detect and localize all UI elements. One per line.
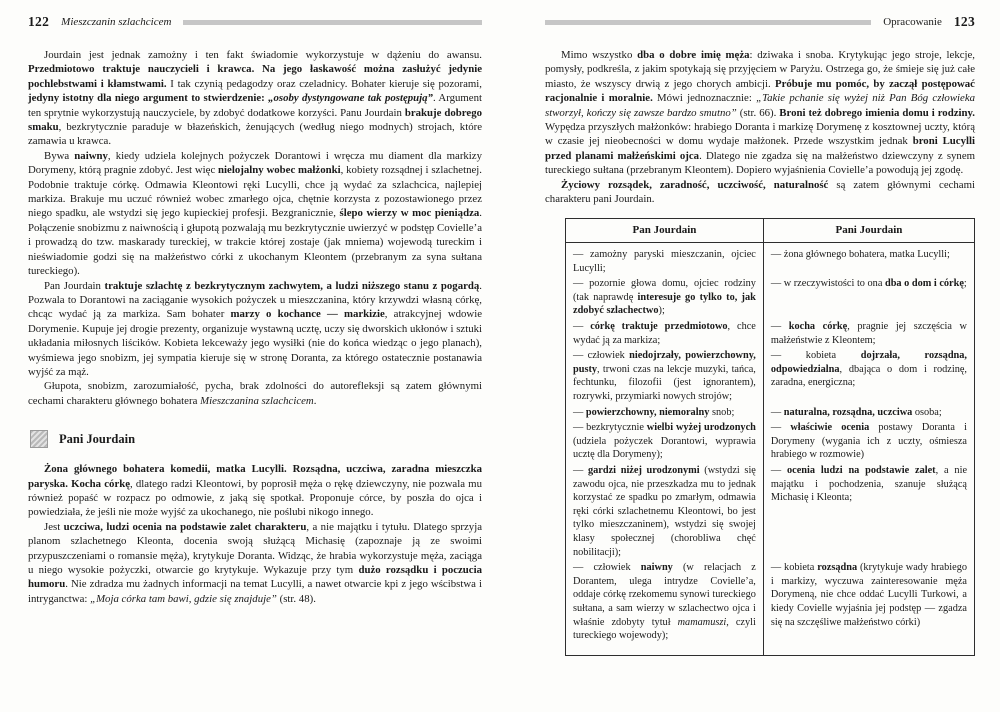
table-cell-pan: — powierzchowny, niemoralny snob; [566,405,764,421]
paragraph: Głupota, snobizm, zarozumiałość, pycha, brak zdolności do autorefleksji są zatem głównymi cechami charakteru głównego bohatera Mieszczanina szlachcicem. [28,380,482,407]
table-header-row [566,219,974,243]
header-rule [183,20,482,25]
table-cell-pani: — kobieta dojrzała, rozsądna, odpowiedzialna, dbająca o dom i rodzinę, zaradna, energiczna; [770,350,967,389]
page-right [500,0,1000,712]
paragraph: Mimo wszystko dba o dobre imię męża: dziwaka i snoba. Krytykując jego stroje, lekcje, pomysły, podkreśla, z jakim spotykają się przyjęciem w Paryżu. Ostrzega go, że śmieje się już całe miasto, że wszyscy drwią z jego chorych ambicji. Próbuje mu pomóc, by zaczął postępować racjonalnie i moralnie. Mówi jednoznacznie: „Takie pchanie się wyżej niż Pan Bóg człowieka stworzył, kończy się zawsze bardzo smutno” (str. 66). Broni też dobrego imienia domu i rodziny. Wypędza przyszłych małżonków: hrabiego Doranta i markizę Dorymenę z kosztownej uczty, którą w czasie jej nieobecności w domu wydaje małżonek. Przede wszystkim jednak broni Lucylli przed planami małżeńskimi ojca. Dlatego nie zgadza się na małżeństwo dziewczyny z synem tureckiego sułtana (przebranym Kleontem). Dopiero wyjaśnienia Covielle’a powodują jej zgodę. [545,49,976,177]
running-header-left [28,14,482,30]
table-cell-pan: — córkę traktuje przedmiotowo, chce wydać ją za markiza; [566,319,764,348]
table-cell-pani: — ocenia ludzi na podstawie zalet, a nie majątku i pochodzenia, szanuje służącą Michasię i Kleonta; [770,464,968,504]
header-rule [545,20,871,25]
section-title: Pani Jourdain [59,431,136,446]
ornament-icon [30,430,48,448]
table-row [566,276,974,319]
table-row [566,560,974,655]
table-header-pani-jourdain: Pani Jourdain [835,224,903,237]
table-cell-pan: — człowiek naiwny (w relacjach z Dorantem, ulega intrydze Covielle’a, oddaje córkę rzekomemu synowi tureckiego sułtana, a sam wierzy w szlachectwo ojca i właśnie zdobyty tytuł mamamuszi, czyli tureckiego wojewody); [566,560,764,655]
table-cell-pani: — kobieta rozsądna (krytykuje wady hrabiego i markizy, wyczuwa zainteresowanie męża Dorymeną, nie chce oddać Lucylli Turkowi, a kiedy Covielle wyjaśnia jej podstęp — zgadza się na szczęśliwe małżeństwo córki) [770,562,967,628]
running-title-right: Opracowanie [883,16,942,28]
table-cell-pani: — naturalna, rozsądna, uczciwa osoba; [770,406,942,418]
paragraph: Jourdain jest jednak zamożny i ten fakt świadomie wykorzystuje w dążeniu do awansu. Przedmiotowo traktuje nauczycieli i krawca. Na jego łaskawość można zasłużyć jedynie pochlebstwami i kłamstwami. I tak czynią pedagodzy oraz czeladnicy. Bohater kieruje się pozorami, jedyny istotny dla niego argument to stwierdzenie: „osoby dystyngowane tak postępują”. Argument ten sprytnie wykorzystują nauczyciele, by zdobyć dodatkowe korzyści. Panu Jourdain brakuje dobrego smaku, bezkrytycznie paraduje w błazeńskich, żenujących (według niego modnych) strojach, które zamawia u krawca. [28,49,482,148]
table-cell-pan: — bezkrytycznie wielbi wyżej urodzonych (udziela pożyczek Dorantowi, wyprawia ucztę dla Dorymeny); [566,420,764,463]
character-comparison-table [565,218,975,655]
paragraph: Życiowy rozsądek, zaradność, uczciwość, naturalność są zatem głównymi cechami charakteru pani Jourdain. [545,178,975,206]
section-heading [30,430,482,448]
table-row [566,405,974,421]
table-body [566,243,974,655]
table-row [566,348,974,404]
table-cell-pani: — w rzeczywistości to ona dba o dom i córkę; [770,278,967,290]
page-number-left: 122 [28,14,50,29]
table-cell-pan: — pozornie głowa domu, ojciec rodziny (tak naprawdę interesuje go tylko to, jak zdobyć szlachectwo); [566,276,764,319]
paragraph: Pan Jourdain traktuje szlachtę z bezkrytycznym zachwytem, a ludzi niższego stanu z pogardą. Pozwala to Dorantowi na zaciąganie wysokich pożyczek u mieszczanina, który krzywdzi własną córkę, chcąc wydać ją za markiza. Sam bohater marzy o kochance — markizie, atrakcyjnej wdowie Dorymenie. Kupuje jej drogie prezenty, organizuje wystawną ucztę, uczy się dworskich ukłonów i sztuki układania miłosnych liścików. Kobieta lekceważy jego wysiłki (nie do końca wiedząc o jego planach), wyśmiewa jego snobizm, jej sympatia kieruje się w stronę Doranta, za którego ostatecznie postanawia wyjść za mąż. [28,279,482,378]
paragraph: Bywa naiwny, kiedy udziela kolejnych pożyczek Dorantowi i wręcza mu diament dla markizy Dorymeny, którą pragnie zdobyć. Jest więc nielojalny wobec małżonki, kobiety rozsądnej i szlachetnej. Podobnie traktuje córkę. Odmawia Kleontowi ręki Lucylli, chce ją wydać za szlachcica, najlepiej markiza. Brakuje mu uczuć również wobec zmarłego ojca, chętnie korzysta z pozostawionego przez niego spadku, ale wstydzi się jego kupieckiej profesji. Bezgranicznie, ślepo wierzy w moc pieniądza. Połączenie snobizmu z naiwnością i głupotą pozwalają mu bezkrytycznie uwierzyć w podstęp Covielle’a i prowadzą do tzw. maskarady tureckiej, w trakcie której zostaje (jak mniema) wojewodą tureckim i nieświadomie godzi się na małżeństwo córki z ukochanym Kleontem (przebranym za syna sułtana tureckiego). [28,149,482,278]
table-cell-pan: — człowiek niedojrzały, powierzchowny, pusty, trwoni czas na lekcje muzyki, tańca, fechtunku, filozofii (jest ignorantem), rozrywki, przymiarki nowych strojów; [566,348,764,404]
table-cell-pani: — właściwie ocenia postawy Doranta i Dorymeny (wygania ich z uczty, ośmiesza hrabiego w rozmowie) [770,422,967,461]
table-header-pan-jourdain: Pan Jourdain [566,219,764,242]
table-row [566,243,974,276]
table-row [566,319,974,348]
table-cell-pani: — żona głównego bohatera, matka Lucylli; [770,249,950,261]
table-row [566,420,974,463]
table-row [566,463,974,560]
table-cell-pan: — zamożny paryski mieszczanin, ojciec Lucylli; [566,243,764,276]
table-cell-pan: — gardzi niżej urodzonymi (wstydzi się zawodu ojca, nie przeszkadza mu to jednak korzystać ze spadku po zmarłym, odmawia ręki córki szlachetnemu Kleontowi, bo jest tylko mieszczaninem), wstydzi się swojej klasy społecznej (chorobliwa chęć nobilitacji); [566,463,764,560]
paragraph: Żona głównego bohatera komedii, matka Lucylli. Rozsądna, uczciwa, zaradna mieszczka paryska. Kocha córkę, dlatego radzi Kleontowi, by poprosił męża o rękę dziewczyny, nie pozwala mu również popaść w rozpacz po odmowie, z jaką się spotkał. Proponuje córce, by poszła do ojca i powiedziała, że jeśli nie może wyjść za ukochanego, nie poślubi nikogo innego. [28,463,482,519]
running-header-right [545,14,975,30]
running-title-left: Mieszczanin szlachcicem [61,16,172,28]
table-cell-pani: — kocha córkę, pragnie jej szczęścia w małżeństwie z Kleontem; [770,321,967,346]
paragraph: Jest uczciwa, ludzi ocenia na podstawie zalet charakteru, a nie majątku i tytułu. Dlatego sprzyja planom szlachetnego Kleonta, docenia swoją służącą Michasię (zapoznaje ją ze swoimi przypuszczeniami o romansie męża), krytykuje Doranta. Widząc, że hrabia wykorzystuje męża, zaciąga u niego wysokie pożyczki, otwarcie go krytykuje. Wykazuje przy tym dużo rozsądku i poczucia humoru. Nie zdradza mu żadnych informacji na temat Lucylli, a nawet otwarcie kpi z jego wścibstwa i intryganctwa: „Moja córka tam bawi, gdzie się znajduje” (str. 48). [28,520,482,605]
page-number-right: 123 [953,14,975,29]
